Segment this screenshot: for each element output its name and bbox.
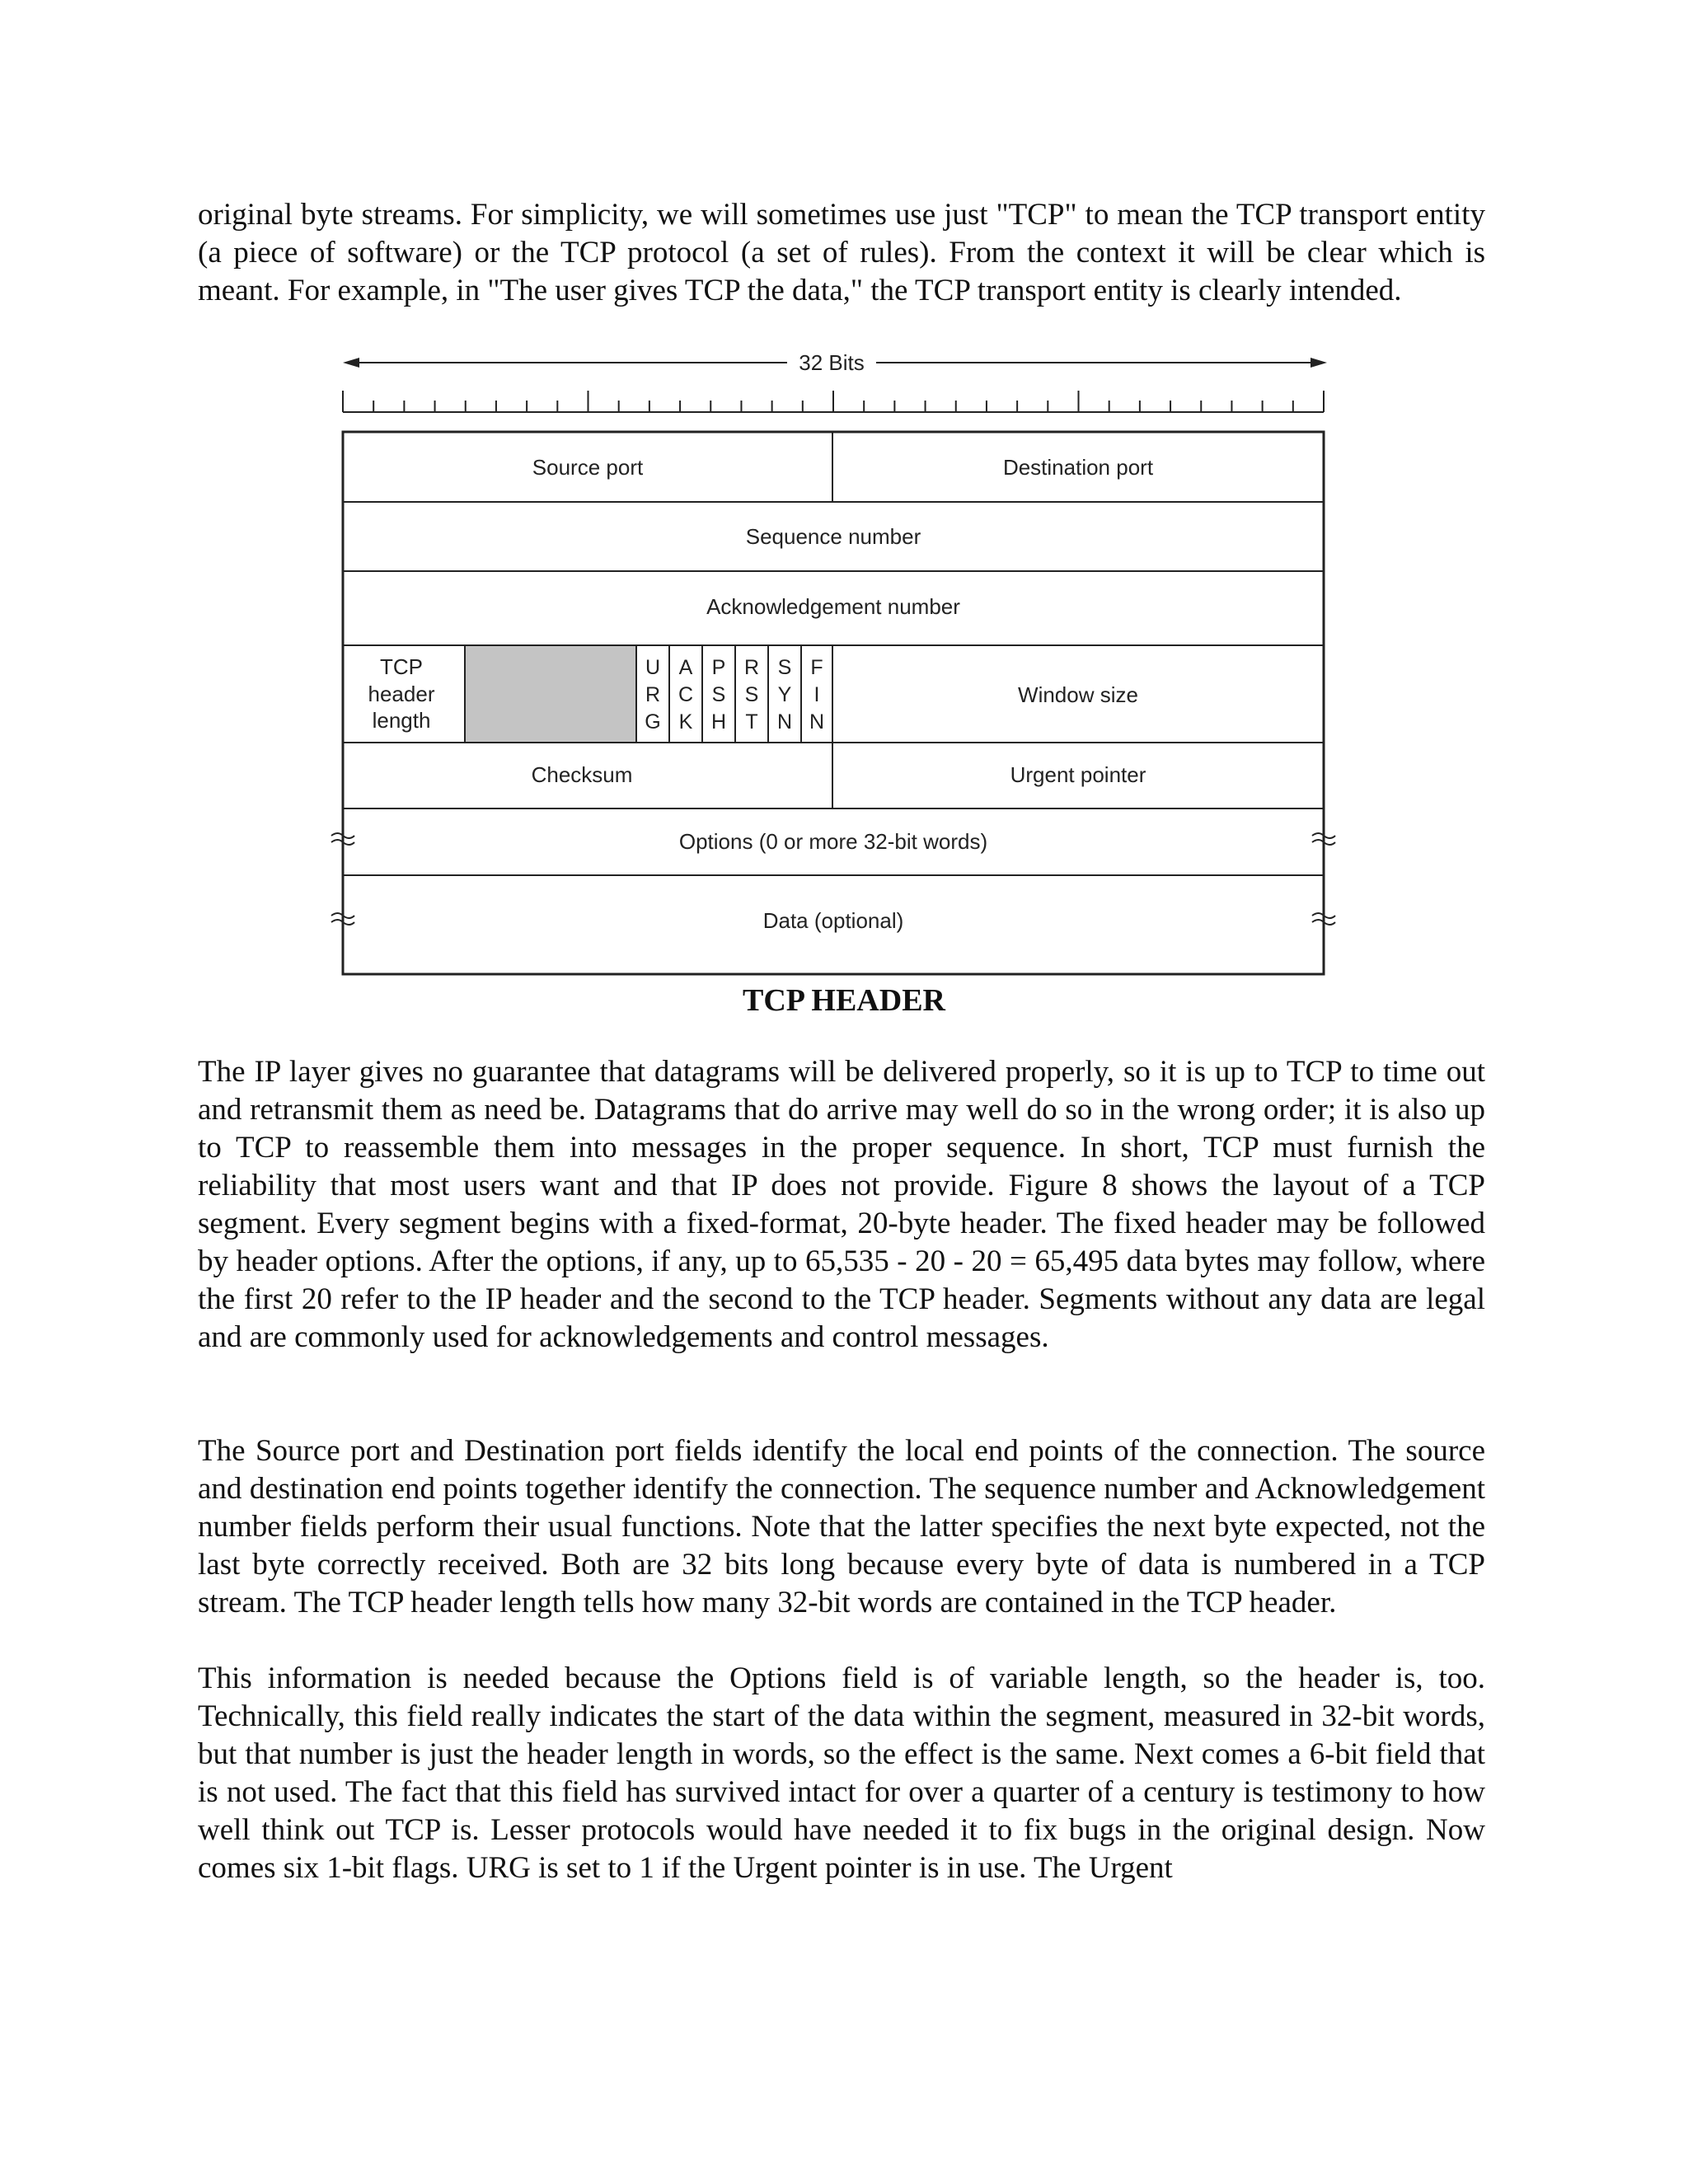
flag-rst-letter-2: S [744,683,759,706]
flag-ack-letter-3: K [678,710,693,733]
body-paragraph: The IP layer gives no guarantee that datagrams will be delivered properly, so it is up to TCP to time out and retransmit them as need be. Datagrams that do arrive may well do so in the wrong order; it is also up to TCP to reassemble them into messages in the proper sequence. In short, TCP must furnish the reliability that most users want and that IP does not provide. Figure 8 shows the layout of a TCP segment. Every segment begins with a fixed-format, 20-byte header. The fixed header may be followed by header options. After the options, if any, up to 65,535 - 20 - 20 = 65,495 data bytes may follow, where the first 20 refer to the IP header and the second to the TCP header. Segments without any data are legal and are commonly used for acknowledgements and control messages. [198,1055,1485,1354]
unused-field [465,645,636,743]
body-paragraph: The Source port and Destination port fields identify the local end points of the connection. The source and destination end points together identify the connection. The sequence number and Acknowledgement number fields perform their usual functions. Note that the latter specifies the next byte expected, not the last byte correctly received. Both are 32 bits long because every byte of data is numbered in a TCP stream. The TCP header length tells how many 32-bit words are contained in the TCP header. [198,1434,1485,1619]
flag-urg-letter-3: G [645,710,661,733]
arrowhead-right [1311,358,1327,368]
header-length-label-line3: length [372,708,431,733]
options-label: Options (0 or more 32-bit words) [678,829,988,854]
data-label: Data (optional) [762,908,904,933]
header-length-label-line1: TCP [380,654,423,679]
flag-fin-letter-1: F [810,656,823,679]
figure-caption: TCP HEADER [743,983,945,1018]
urgent-pointer-label: Urgent pointer [1010,762,1146,787]
bits-label: 32 Bits [799,350,865,375]
flag-psh-letter-3: H [710,710,727,733]
sequence-number-label: Sequence number [745,524,921,549]
flag-fin-letter-2: I [814,683,820,706]
flag-psh-letter-2: S [711,683,726,706]
source-port-label: Source port [532,455,644,480]
flag-psh-letter-1: P [711,656,726,679]
checksum-label: Checksum [531,762,633,787]
flag-ack-letter-2: C [678,683,694,706]
flag-ack-letter-1: A [678,656,693,679]
flag-syn-letter-1: S [777,656,792,679]
flag-rst-letter-3: T [745,710,758,733]
destination-port-label: Destination port [1002,455,1154,480]
flag-urg-letter-1: U [645,656,661,679]
flag-fin-letter-3: N [809,710,825,733]
intro-paragraph: original byte streams. For simplicity, we will sometimes use just "TCP" to mean the TCP transport entity (a piece of software) or the TCP protocol (a set of rules). From the context it will be clear which is meant. For example, in "The user gives TCP the data," the TCP transport entity is clearly intended. [198,198,1485,307]
body-paragraph: This information is needed because the Options field is of variable length, so the header is, too. Technically, this field really indicates the start of the data within the segment, measured in 32-bit words, but that number is just the header length in words, so the effect is the same. Next comes a 6-bit field that is not used. The fact that this field has survived intact for over a quarter of a century is testimony to how well think out TCP is. Lesser protocols would have needed it to fix bugs in the original design. Now comes six 1-bit flags. URG is set to 1 if the Urgent pointer is in use. The Urgent [198,1661,1485,1885]
flag-syn-letter-3: N [776,710,793,733]
window-size-label: Window size [1018,682,1138,707]
flag-syn-letter-2: Y [777,683,792,706]
flag-urg-letter-2: R [645,683,661,706]
arrowhead-left [343,358,359,368]
acknowledgement-number-label: Acknowledgement number [706,594,960,619]
header-length-label-line2: header [368,682,435,706]
bit-ruler [343,391,1324,412]
flag-rst-letter-1: R [743,656,760,679]
